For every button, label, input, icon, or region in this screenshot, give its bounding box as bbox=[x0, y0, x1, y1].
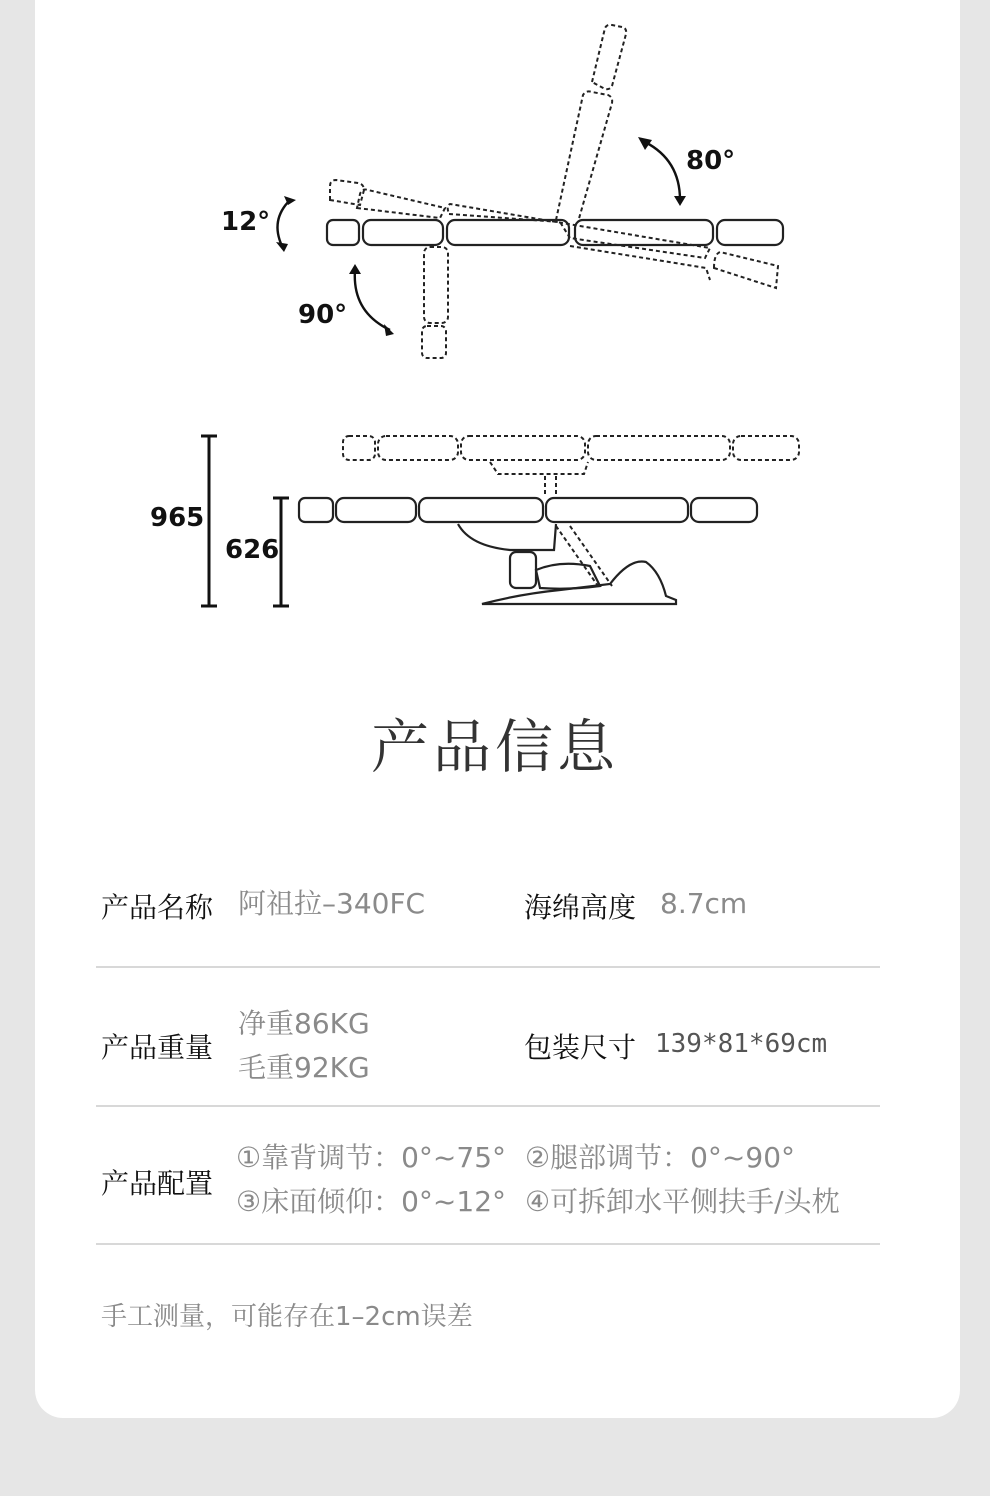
config-item-3: ③床面倾仰：0°~12° bbox=[236, 1185, 507, 1218]
raised-head-pad bbox=[343, 436, 375, 460]
backrest-arrow bbox=[645, 142, 680, 200]
raised-frame bbox=[490, 462, 588, 474]
tilted-upper-pad bbox=[357, 190, 445, 219]
backrest-angle-label: 80° bbox=[686, 146, 736, 176]
product-config-label: 产品配置 bbox=[101, 1167, 214, 1200]
bed-head-pad bbox=[327, 220, 359, 245]
low-head-pad bbox=[299, 498, 333, 522]
bed-upper-pad bbox=[363, 220, 443, 245]
product-name-value: 阿祖拉–340FC bbox=[238, 887, 426, 920]
section-title: 产品信息 bbox=[370, 713, 619, 781]
tilted-lower-pad bbox=[570, 246, 710, 280]
low-upper-pad bbox=[336, 498, 416, 522]
tilted-middle-pad bbox=[448, 204, 710, 258]
product-name-label: 产品名称 bbox=[101, 891, 214, 924]
arrowhead-icon bbox=[384, 324, 394, 336]
net-weight-value: 净重86KG bbox=[238, 1007, 370, 1040]
foot-section-lowered bbox=[422, 326, 446, 358]
bed-middle-pad bbox=[447, 220, 569, 245]
leg-section-lowered bbox=[424, 247, 448, 323]
divider bbox=[96, 1105, 880, 1107]
package-size-value: 139*81*69cm bbox=[655, 1029, 828, 1059]
tilted-foot-pad bbox=[714, 252, 778, 288]
arrowhead-icon bbox=[276, 242, 288, 252]
base-mount bbox=[536, 564, 600, 589]
bed-adjustment-diagram bbox=[0, 0, 990, 640]
config-item-2: ②腿部调节：0°~90° bbox=[525, 1141, 796, 1174]
raised-lower-pad bbox=[588, 436, 730, 460]
height-min-label: 626 bbox=[225, 535, 280, 565]
sponge-height-label: 海绵高度 bbox=[524, 891, 637, 924]
motor-block bbox=[510, 552, 536, 588]
package-size-label: 包装尺寸 bbox=[524, 1031, 637, 1064]
arrowhead-icon bbox=[349, 264, 361, 274]
low-foot-pad bbox=[691, 498, 757, 522]
low-middle-pad bbox=[419, 498, 543, 522]
config-item-1: ①靠背调节：0°~75° bbox=[236, 1141, 507, 1174]
divider bbox=[96, 1243, 880, 1245]
low-lower-pad bbox=[546, 498, 688, 522]
config-item-4: ④可拆卸水平侧扶手/头枕 bbox=[525, 1185, 840, 1218]
tilt-angle-label: 12° bbox=[221, 207, 271, 237]
gross-weight-value: 毛重92KG bbox=[238, 1051, 370, 1084]
tilt-arrow bbox=[278, 200, 291, 246]
backrest-raised bbox=[556, 91, 612, 222]
sponge-height-value: 8.7cm bbox=[660, 887, 748, 920]
product-weight-label: 产品重量 bbox=[101, 1031, 214, 1064]
raised-middle-pad bbox=[461, 436, 585, 460]
bed-foot-pad bbox=[717, 220, 783, 245]
raised-upper-pad bbox=[378, 436, 458, 460]
headrest-raised bbox=[592, 25, 626, 89]
divider bbox=[96, 966, 880, 968]
leg-arrow bbox=[355, 270, 390, 330]
raised-foot-pad bbox=[733, 436, 799, 460]
arrowhead-icon bbox=[674, 196, 686, 206]
leg-angle-label: 90° bbox=[298, 300, 348, 330]
measurement-note: 手工测量，可能存在1–2cm误差 bbox=[101, 1302, 473, 1332]
bed-frame bbox=[458, 524, 556, 550]
height-max-label: 965 bbox=[150, 503, 205, 533]
